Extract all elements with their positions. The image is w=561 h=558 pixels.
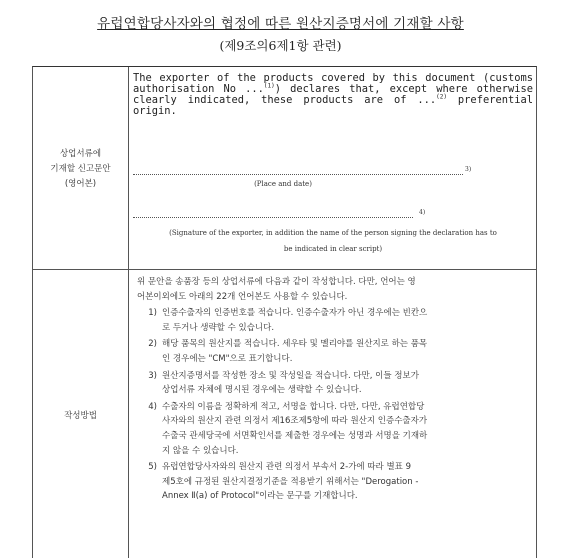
- intro-line: 어본이외에도 아래의 22개 언어본도 사용할 수 있습니다.: [137, 291, 348, 302]
- item-number: 4): [148, 401, 157, 412]
- item-line: 상업서류 자체에 명시된 경우에는 생략할 수 있습니다.: [162, 385, 362, 396]
- instruction-item: [137, 460, 532, 504]
- footnote-marker: (2): [436, 93, 448, 101]
- item-line: 해당 품목의 원산지를 적습니다. 세우타 및 멜리야를 원산지로 하는 품목: [162, 339, 428, 350]
- item-line: 원산지증명서를 작성한 장소 및 작성일을 적습니다. 다만, 이들 정보가: [162, 370, 419, 381]
- footnote-marker: 4): [419, 209, 426, 216]
- signature-caption-line: (Signature of the exporter, in addition the name of the person signing the declaration has to: [169, 229, 497, 237]
- instruction-item: [137, 400, 532, 458]
- item-number: 5): [148, 462, 157, 473]
- signature-caption: [133, 225, 533, 257]
- signature-caption-line: be indicated in clear script): [283, 245, 383, 253]
- item-text: [162, 400, 532, 458]
- item-number: 3): [148, 370, 157, 381]
- form-table: [32, 66, 537, 558]
- item-number: 1): [148, 308, 157, 319]
- item-line: 제5호에 규정된 원산지결정기준을 적용받기 위해서는 "Derogation -: [162, 476, 419, 487]
- item-line: Annex Ⅱ(a) of Protocol"이라는 문구를 기재합니다.: [162, 491, 358, 502]
- declaration-row-label: [33, 147, 128, 192]
- item-line: 유럽연합당사자와의 원산지 관련 의정서 부속서 2-가에 따라 별표 9: [162, 462, 411, 473]
- instruction-item: [137, 306, 532, 335]
- item-line: 지 않을 수 있습니다.: [162, 445, 239, 456]
- row-divider: [33, 269, 536, 270]
- item-line: 인 경우에는 "CM"으로 표기합니다.: [162, 353, 293, 364]
- item-number: 2): [148, 339, 157, 350]
- item-text: [162, 337, 532, 366]
- column-divider: [128, 67, 129, 558]
- method-row-label: 작성방법: [64, 411, 97, 421]
- declaration-text-part: preferential origin.: [133, 94, 533, 117]
- instruction-item: [137, 337, 532, 366]
- place-date-caption: (Place and date): [254, 180, 312, 188]
- method-instructions: [137, 275, 532, 504]
- label-line: 기재할 신고문안: [50, 164, 111, 174]
- declaration-text-part: ) declares that, except where otherwise clearly indicated, these products are of ...: [133, 83, 533, 106]
- label-line: (영어본): [64, 179, 97, 189]
- item-text: [162, 306, 532, 335]
- item-line: 인증수출자의 인증번호를 적습니다. 인증수출자가 아닌 경우에는 빈칸으: [162, 308, 428, 319]
- label-line: 상업서류에: [59, 149, 102, 159]
- item-line: 사자와의 원산지 관련 의정서 제16조제5항에 따라 원산지 인증수출자가: [162, 416, 428, 427]
- item-text: [162, 460, 532, 504]
- intro-line: 위 문안을 송품장 등의 상업서류에 다음과 같이 작성합니다. 다만, 언어는 영: [137, 277, 416, 287]
- declaration-text-part: The exporter of the products covered by this document (customs authorisation No ...: [133, 72, 533, 95]
- item-line: 로 두거나 생략할 수 있습니다.: [162, 322, 275, 333]
- footnote-marker: (1): [263, 82, 275, 90]
- item-text: [162, 369, 532, 398]
- page-subtitle: (제9조의6제1항 관련): [219, 38, 342, 53]
- page-title: 유럽연합당사자와의 협정에 따른 원산지증명서에 기재할 사항: [97, 16, 464, 32]
- item-line: 수출자의 이름을 정확하게 적고, 서명을 합니다. 다만, 다만, 유럽연합당: [162, 401, 425, 412]
- place-date-line: [133, 174, 463, 175]
- footnote-marker: 3): [465, 166, 472, 173]
- item-line: 수출국 관세당국에 서면확인서를 제출한 경우에는 성명과 서명을 기재하: [162, 430, 428, 441]
- declaration-text: [133, 73, 533, 117]
- signature-line: [133, 217, 413, 218]
- instruction-item: [137, 369, 532, 398]
